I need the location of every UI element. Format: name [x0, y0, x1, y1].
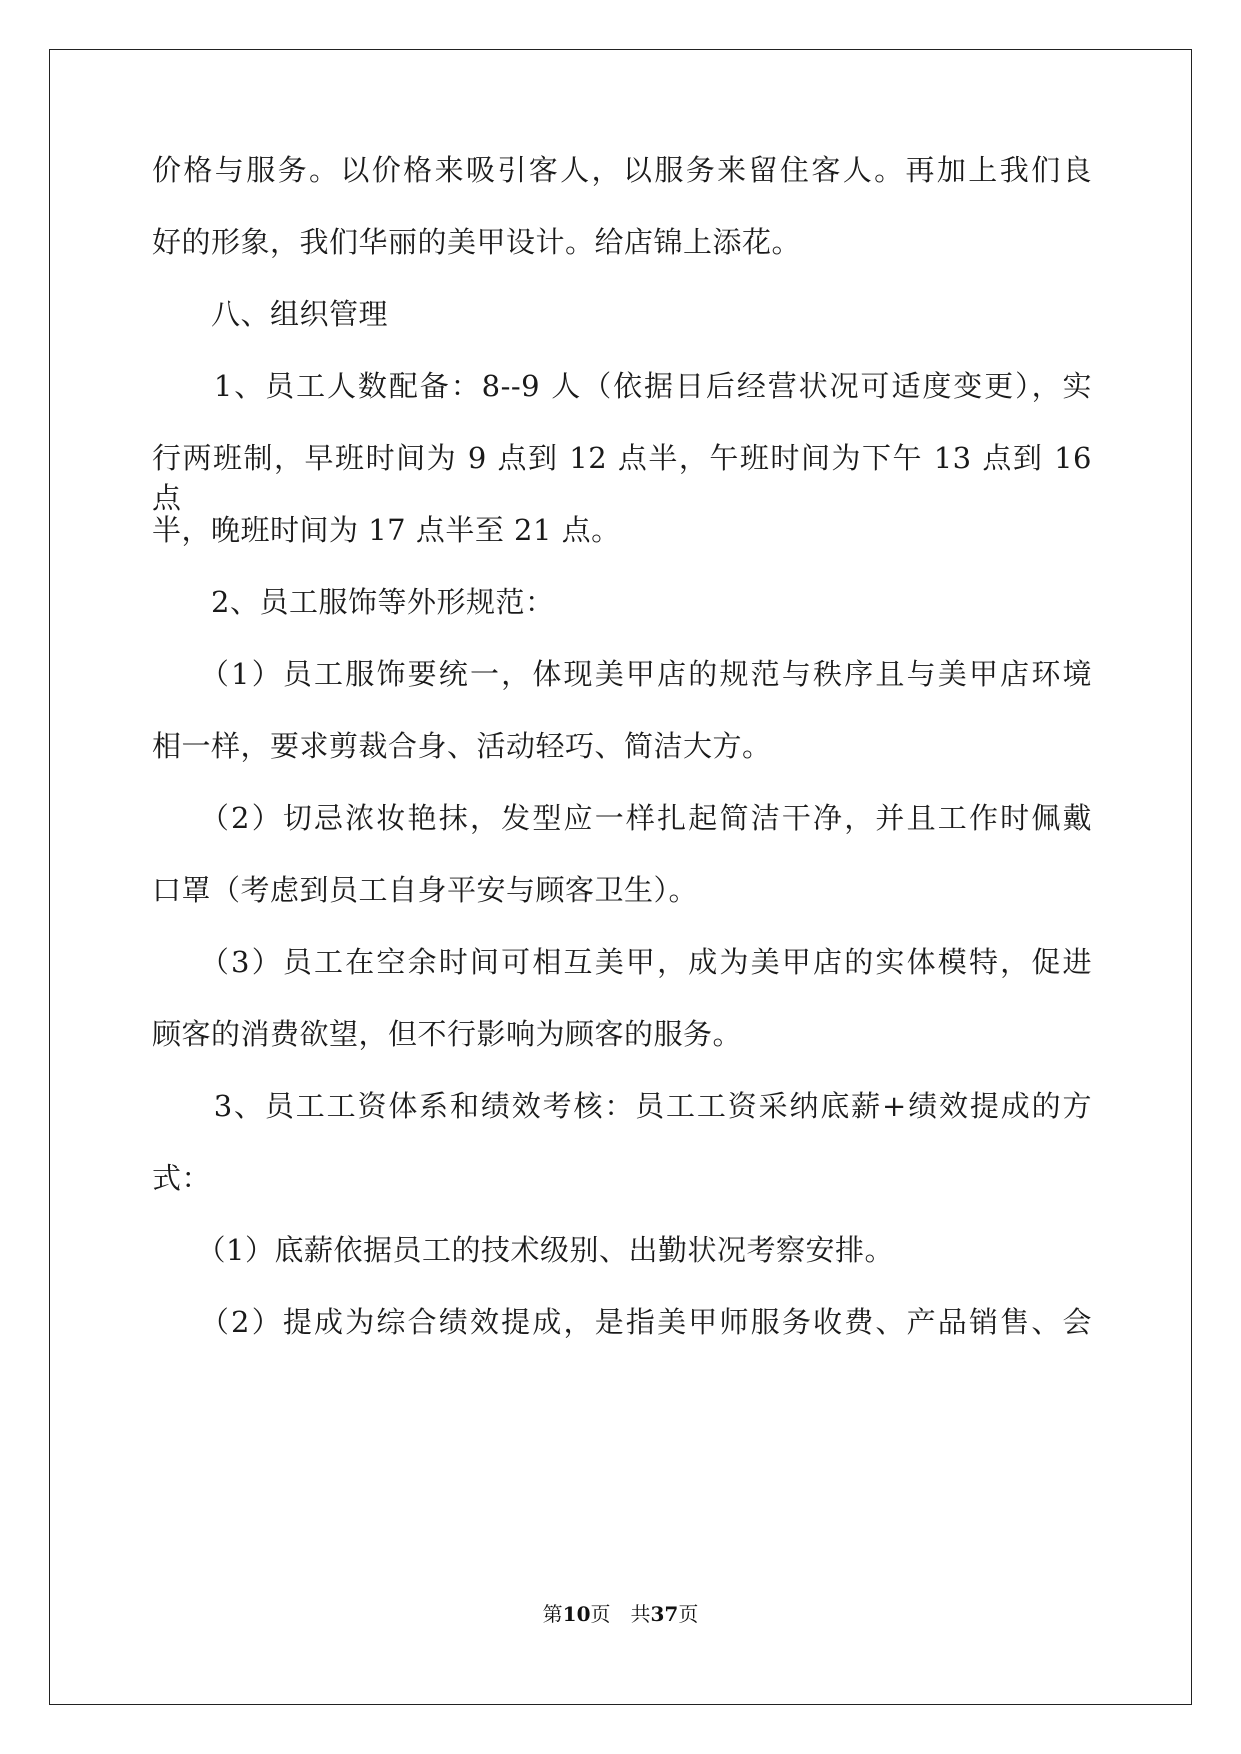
footer-prefix: 第	[542, 1602, 563, 1626]
body-line: 好的形象，我们华丽的美甲设计。给店锦上添花。	[152, 225, 802, 259]
body-line: 1、员工人数配备：8--9 人（依据日后经营状况可适度变更），实	[152, 369, 1092, 403]
body-line: （3）员工在空余时间可相互美甲，成为美甲店的实体模特，促进	[152, 945, 1092, 979]
body-line: 2、员工服饰等外形规范：	[152, 585, 555, 619]
body-line: 行两班制，早班时间为 9 点到 12 点半，午班时间为下午 13 点到 16 点	[152, 441, 1092, 515]
body-line: （2）提成为综合绩效提成，是指美甲师服务收费、产品销售、会	[152, 1305, 1092, 1339]
body-line: 相一样，要求剪裁合身、活动轻巧、简洁大方。	[152, 729, 772, 763]
page-footer	[0, 1600, 1241, 1628]
footer-mid: 页 共	[590, 1602, 651, 1626]
section-heading: 八、组织管理	[152, 297, 389, 331]
footer-suffix: 页	[678, 1602, 699, 1626]
body-line: （2）切忌浓妆艳抹，发型应一样扎起简洁干净，并且工作时佩戴	[152, 801, 1092, 835]
footer-page-number: 10	[562, 1602, 591, 1626]
body-line: 口罩（考虑到员工自身平安与顾客卫生）。	[152, 873, 699, 907]
body-line: （1）员工服饰要统一，体现美甲店的规范与秩序且与美甲店环境	[152, 657, 1092, 691]
body-line: 3、员工工资体系和绩效考核：员工工资采纳底薪+绩效提成的方	[152, 1089, 1092, 1123]
footer-total-pages: 37	[650, 1602, 679, 1626]
body-line: （1）底薪依据员工的技术级别、出勤状况考察安排。	[152, 1233, 894, 1267]
body-line: 半，晚班时间为 17 点半至 21 点。	[152, 513, 621, 547]
body-line: 式：	[152, 1161, 212, 1195]
body-line: 价格与服务。以价格来吸引客人，以服务来留住客人。再加上我们良	[152, 153, 1092, 187]
body-line: 顾客的消费欲望，但不行影响为顾客的服务。	[152, 1017, 743, 1051]
